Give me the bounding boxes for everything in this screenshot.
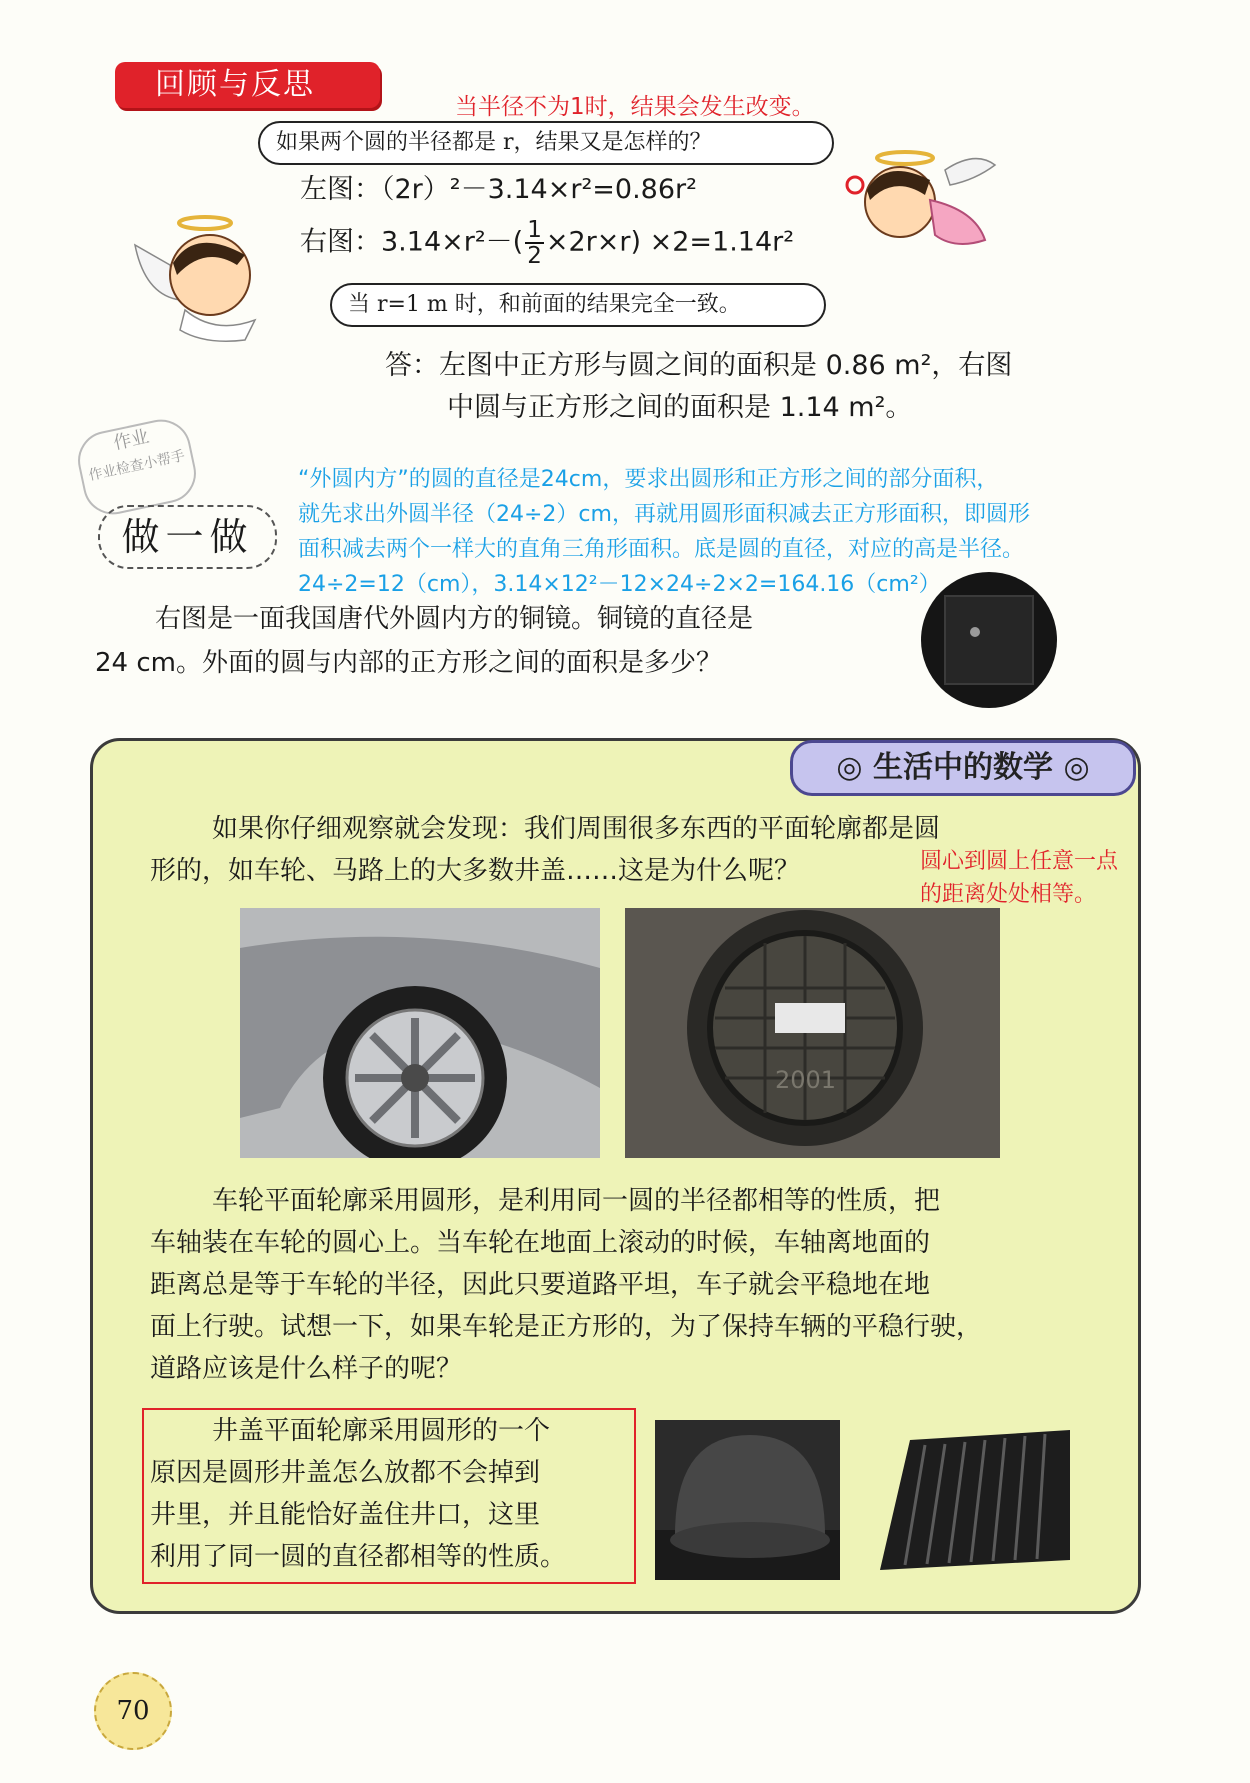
intro-line-1: 如果你仔细观察就会发现：我们周围很多东西的平面轮廓都是圆 [212, 814, 941, 844]
intro-line-2: 形的，如车轮、马路上的大多数井盖……这是为什么呢？ [150, 856, 801, 886]
wheel-line-5: 道路应该是什么样子的呢？ [150, 1354, 463, 1384]
answer-line-1: 答：左图中正方形与圆之间的面积是 0.86 m²，右图 [385, 350, 1013, 381]
pink-note-line-2: 的距离处处相等。 [920, 882, 1097, 907]
left-formula: 左图：（2r）²－3.14×r²=0.86r² [300, 174, 697, 205]
fraction-half [525, 218, 544, 268]
fraction-denominator: 2 [527, 243, 542, 269]
wheel-line-1: 车轮平面轮廓采用圆形，是利用同一圆的半径都相等的性质，把 [212, 1186, 941, 1216]
fraction-numerator: 1 [527, 217, 542, 243]
section-tag-review: 回顾与反思 [115, 62, 380, 108]
page-number: 70 [94, 1672, 172, 1750]
grate-photo [870, 1420, 1075, 1580]
answer-bubble: 当 r=1 m 时，和前面的结果完全一致。 [330, 283, 826, 327]
exercise-question-line-2: 24 cm。外面的圆与内部的正方形之间的面积是多少？ [95, 648, 722, 678]
cover-line-1: 井盖平面轮廓采用圆形的一个 [212, 1416, 551, 1446]
blue-note-line-2: 就先求出外圆半径（24÷2）cm，再就用圆形面积减去正方形面积，即圆形 [298, 502, 1030, 527]
hint-note: 当半径不为1时，结果会发生改变。 [455, 94, 815, 120]
manhole-cover-photo [625, 908, 1000, 1158]
wheel-line-2: 车轴装在车轮的圆心上。当车轮在地面上滚动的时候，车轴离地面的 [150, 1228, 931, 1258]
cover-line-4: 利用了同一圆的直径都相等的性质。 [150, 1542, 567, 1572]
blue-note-line-1: “外圆内方”的圆的直径是24cm，要求出圆形和正方形之间的部分面积， [298, 467, 999, 492]
right-formula [300, 218, 794, 268]
stamp-line-2: 作业检查小帮手 [87, 448, 187, 485]
exercise-question-line-1: 右图是一面我国唐代外圆内方的铜镜。铜镜的直径是 [155, 604, 754, 634]
answer-line-2: 中圆与正方形之间的面积是 1.14 m²。 [447, 392, 913, 423]
question-bubble: 如果两个圆的半径都是 r，结果又是怎样的？ [258, 121, 834, 165]
round-cover-photo [655, 1420, 840, 1580]
angel-illustration-right [835, 140, 1005, 255]
wheel-line-3: 距离总是等于车轮的半径，因此只要道路平坦，车子就会平稳地在地 [150, 1270, 931, 1300]
stamp-line-1: 作业 [111, 426, 152, 455]
right-formula-end: ×2r×r) ×2=1.14r² [545, 226, 795, 258]
exercise-title: 做一做 [98, 505, 277, 569]
right-formula-start: 右图：3.14×r²－( [300, 226, 524, 258]
angel-illustration-left [125, 205, 275, 345]
blue-note-line-3: 面积减去两个一样大的直角三角形面积。底是圆的直径，对应的高是半径。 [298, 537, 1025, 562]
cover-line-3: 井里，并且能恰好盖住井口，这里 [150, 1500, 541, 1530]
manhole-year-text: 2001 [775, 1066, 837, 1094]
section-tag-life-math: ◎ 生活中的数学 ◎ [790, 740, 1136, 796]
cover-line-2: 原因是圆形井盖怎么放都不会掉到 [150, 1458, 541, 1488]
bronze-mirror-photo [915, 570, 1063, 710]
blue-note-line-4: 24÷2=12（cm），3.14×12²－12×24÷2×2=164.16（cm²） [298, 572, 941, 597]
car-wheel-photo [240, 908, 600, 1158]
pink-note-line-1: 圆心到圆上任意一点 [920, 849, 1119, 874]
wheel-line-4: 面上行驶。试想一下，如果车轮是正方形的，为了保持车辆的平稳行驶， [150, 1312, 983, 1342]
